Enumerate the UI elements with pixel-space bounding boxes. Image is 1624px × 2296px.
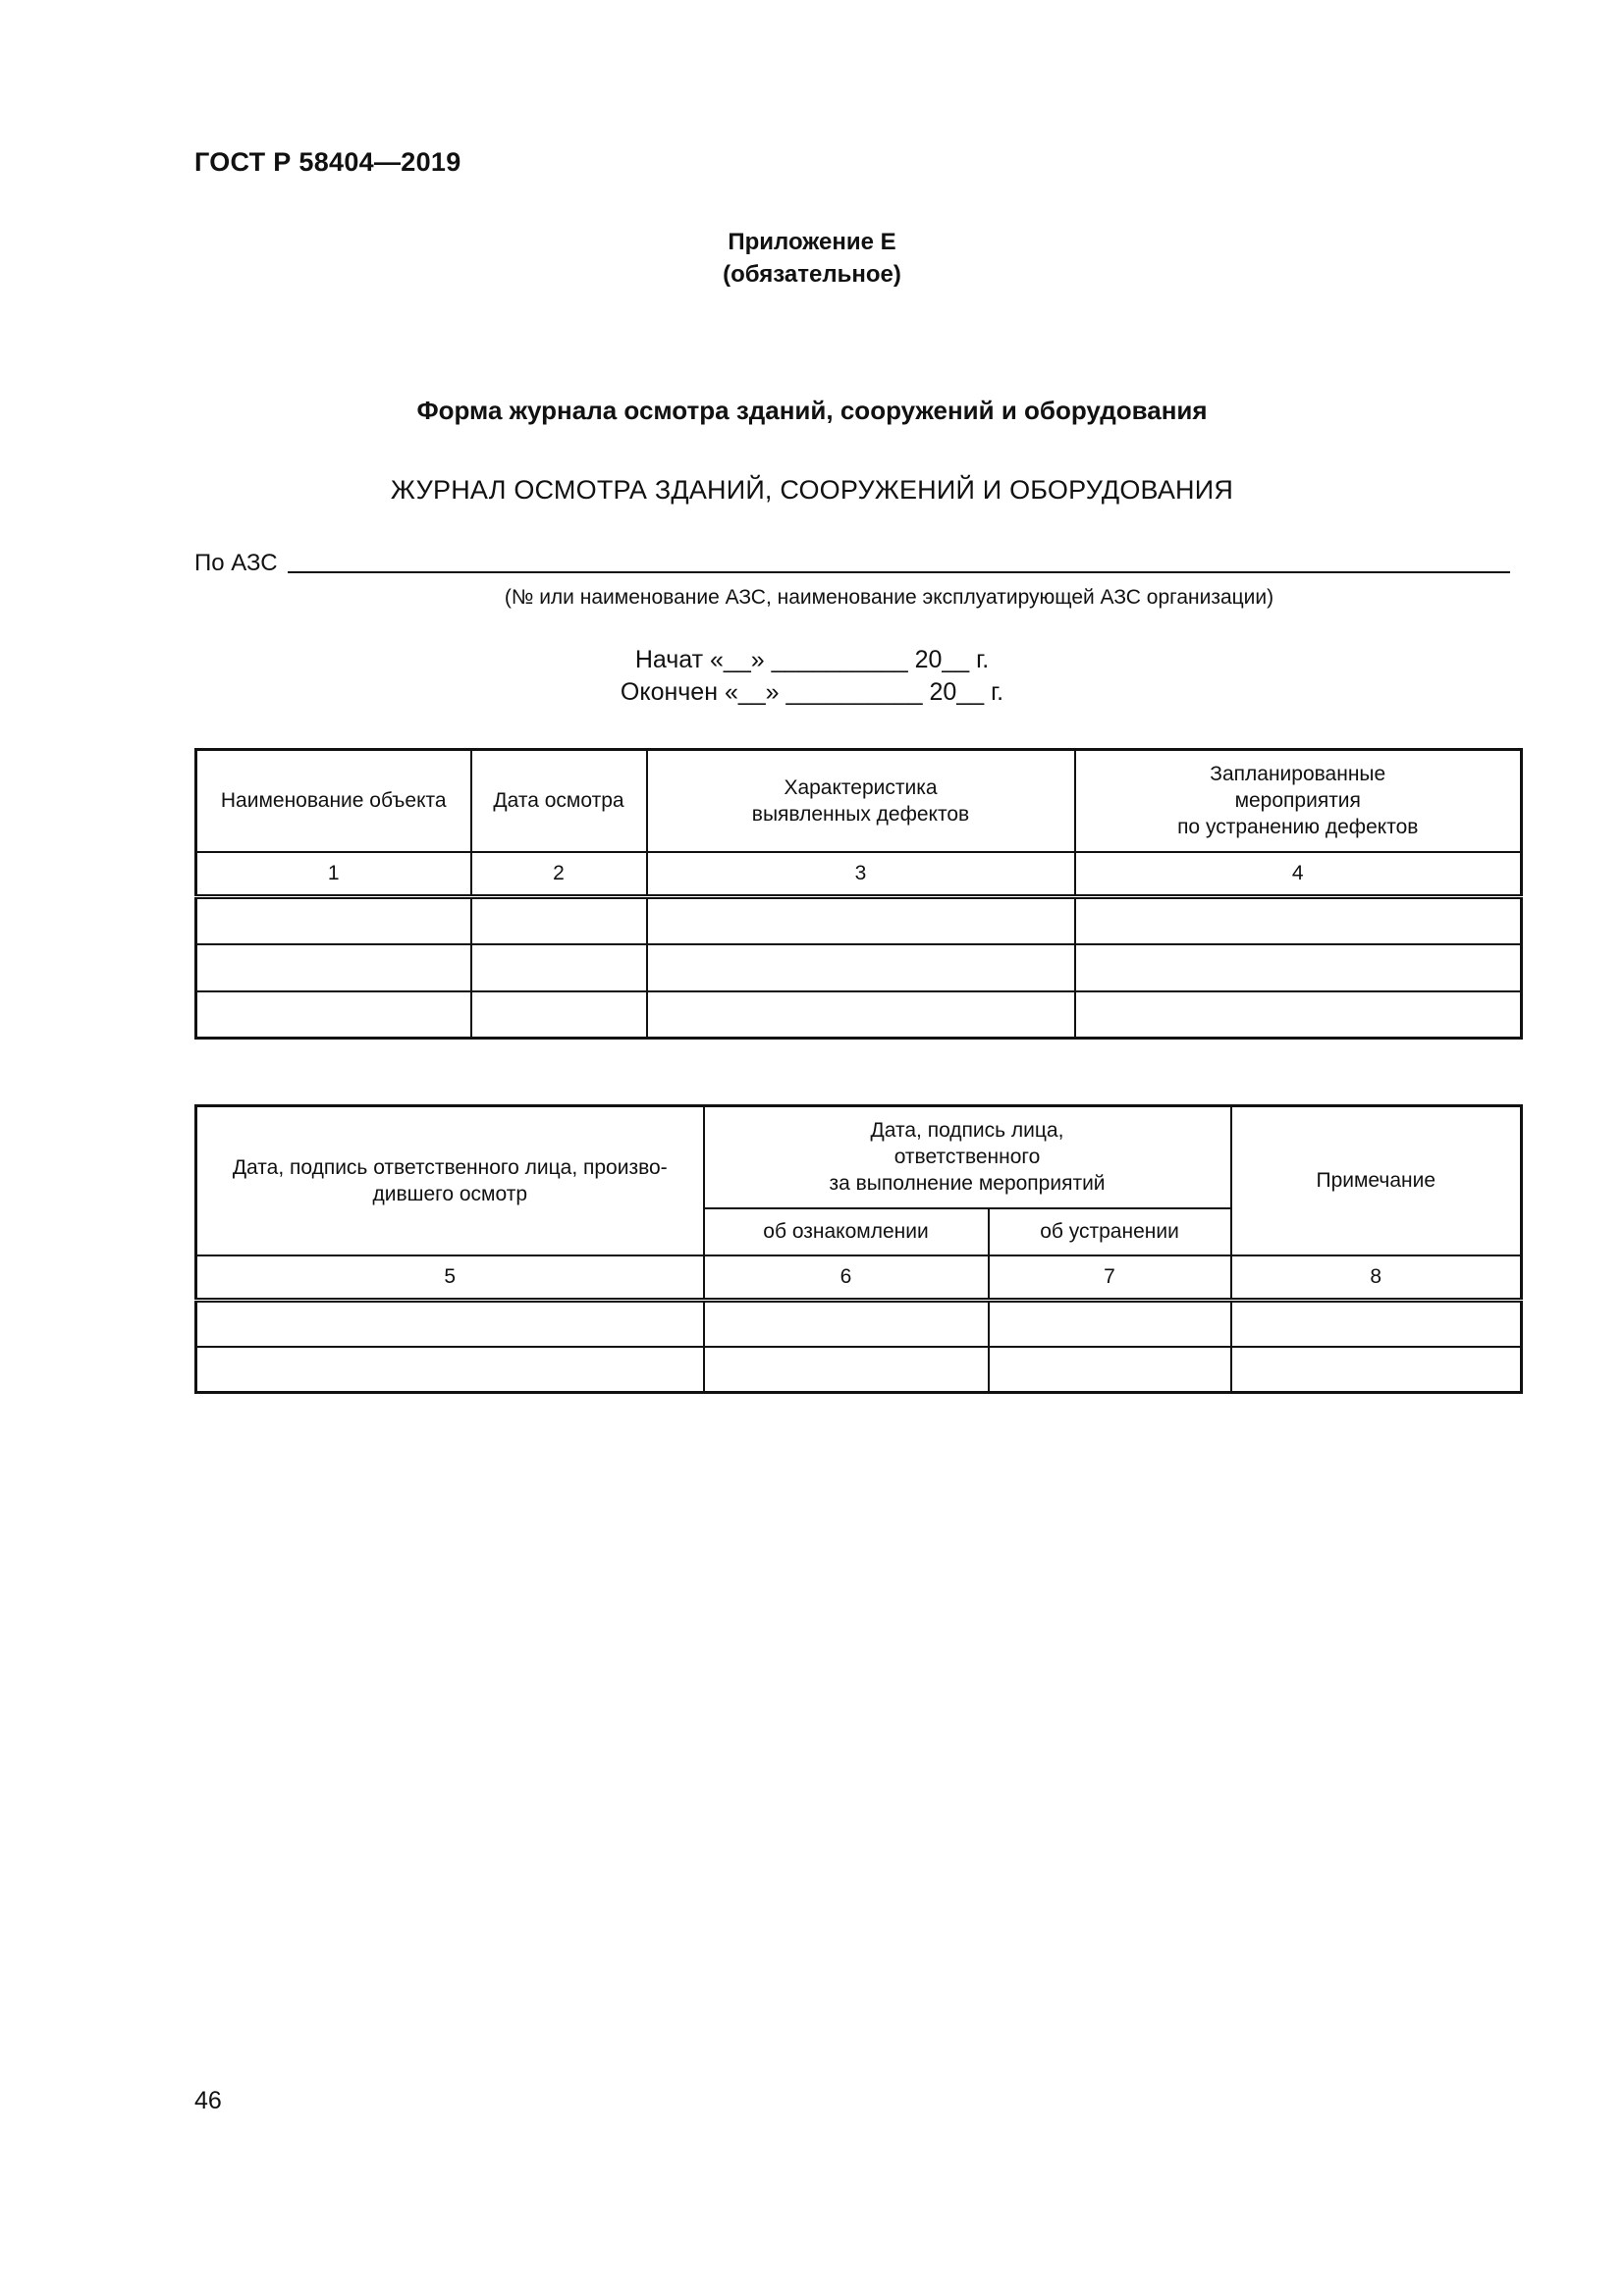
table-cell[interactable] [471,991,647,1039]
date-started: Начат «__» __________ 20__ г. [634,646,990,673]
table-row [196,944,1522,991]
table-header-row [196,750,1522,852]
header-defects: Характеристика выявленных дефектов [647,750,1075,852]
table-cell[interactable] [989,1301,1231,1347]
table-cell[interactable] [471,944,647,991]
table-cell[interactable] [196,991,471,1039]
column-number-row [196,852,1522,897]
azs-input-line[interactable] [288,550,1510,573]
header-planned-measures: Запланированные мероприятия по устранению дефектов [1075,750,1522,852]
table-cell[interactable] [196,944,471,991]
subheader-elimination: об устранении [989,1208,1231,1255]
header-inspection-date: Дата осмотра [471,750,647,852]
table-row [196,1347,1522,1393]
table-row [196,897,1522,944]
table-cell[interactable] [196,897,471,944]
page-number: 46 [194,2087,222,2114]
header-note: Примечание [1231,1106,1522,1255]
appendix-heading [0,226,1624,291]
table-cell[interactable] [1075,944,1522,991]
column-number: 3 [647,852,1075,897]
inspection-table-2 [194,1104,1523,1394]
azs-field [194,550,1510,577]
table-cell[interactable] [1231,1347,1522,1393]
inspection-table-1 [194,748,1523,1040]
header-inspector-signature: Дата, подпись ответственного лица, произво- дившего осмотр [196,1106,704,1255]
table-cell[interactable] [1075,991,1522,1039]
table-cell[interactable] [989,1347,1231,1393]
table-cell[interactable] [1075,897,1522,944]
column-number: 4 [1075,852,1522,897]
standard-code: ГОСТ Р 58404—2019 [194,147,461,177]
table-cell[interactable] [196,1347,704,1393]
table-header-row [196,1106,1522,1208]
table-cell[interactable] [647,944,1075,991]
table-cell[interactable] [647,991,1075,1039]
date-finished: Окончен «__» __________ 20__ г. [620,678,1004,706]
table-cell[interactable] [647,897,1075,944]
header-object-name: Наименование объекта [196,750,471,852]
appendix-status: (обязательное) [723,261,901,288]
column-number: 7 [989,1255,1231,1301]
appendix-title: Приложение Е [728,229,896,255]
column-number: 2 [471,852,647,897]
table-row [196,991,1522,1039]
form-title: Форма журнала осмотра зданий, сооружений и оборудования [416,396,1208,425]
header-responsible-person: Дата, подпись лица, ответственного за выполнение мероприятий [704,1106,1231,1208]
column-number: 6 [704,1255,989,1301]
subheader-acquaintance: об ознакомлении [704,1208,989,1255]
journal-title: ЖУРНАЛ ОСМОТРА ЗДАНИЙ, СООРУЖЕНИЙ И ОБОРУДОВАНИЯ [390,475,1234,505]
azs-hint: (№ или наименование АЗС, наименование эксплуатирующей АЗС организации) [504,586,1274,609]
table-cell[interactable] [704,1347,989,1393]
azs-label: По АЗС [194,550,278,576]
table-cell[interactable] [471,897,647,944]
table-cell[interactable] [704,1301,989,1347]
table-cell[interactable] [1231,1301,1522,1347]
table-cell[interactable] [196,1301,704,1347]
table-row [196,1301,1522,1347]
column-number: 1 [196,852,471,897]
column-number-row [196,1255,1522,1301]
column-number: 8 [1231,1255,1522,1301]
column-number: 5 [196,1255,704,1301]
